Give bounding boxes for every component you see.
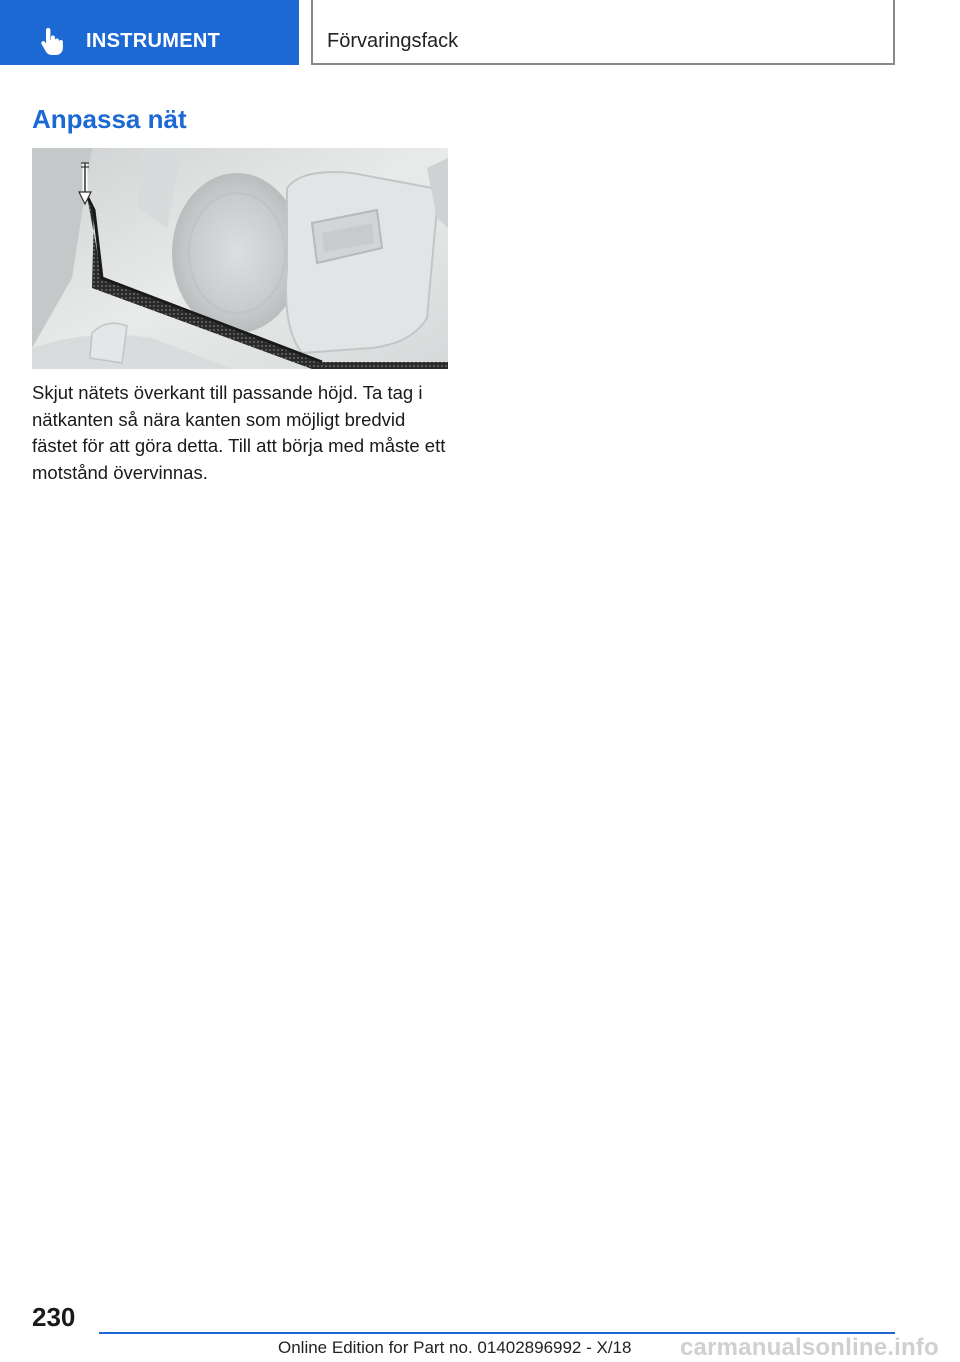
chapter-tab[interactable] (0, 0, 299, 65)
cargo-net-photo (32, 148, 448, 369)
page-title: Anpassa nät (32, 104, 187, 134)
chapter-tab-label: INSTRUMENT (86, 30, 221, 52)
pointing-hand-icon (40, 28, 66, 56)
cargo-net-illustration (32, 148, 448, 369)
page-number: 230 (32, 1302, 76, 1332)
instruction-text: Skjut nätets överkant till passande höjd. Ta tag i nätkanten så nära kanten som möjligt bredvid fästet för att göra detta. Till att börja med måste ett motstånd övervinnas. (32, 382, 446, 483)
edition-text: Online Edition for Part no. 01402896992 - X/18 (278, 1338, 632, 1357)
site-watermark[interactable]: carmanualsonline.info (680, 1334, 939, 1361)
section-header-label: Förvaringsfack (327, 30, 459, 52)
section-header (311, 0, 895, 65)
